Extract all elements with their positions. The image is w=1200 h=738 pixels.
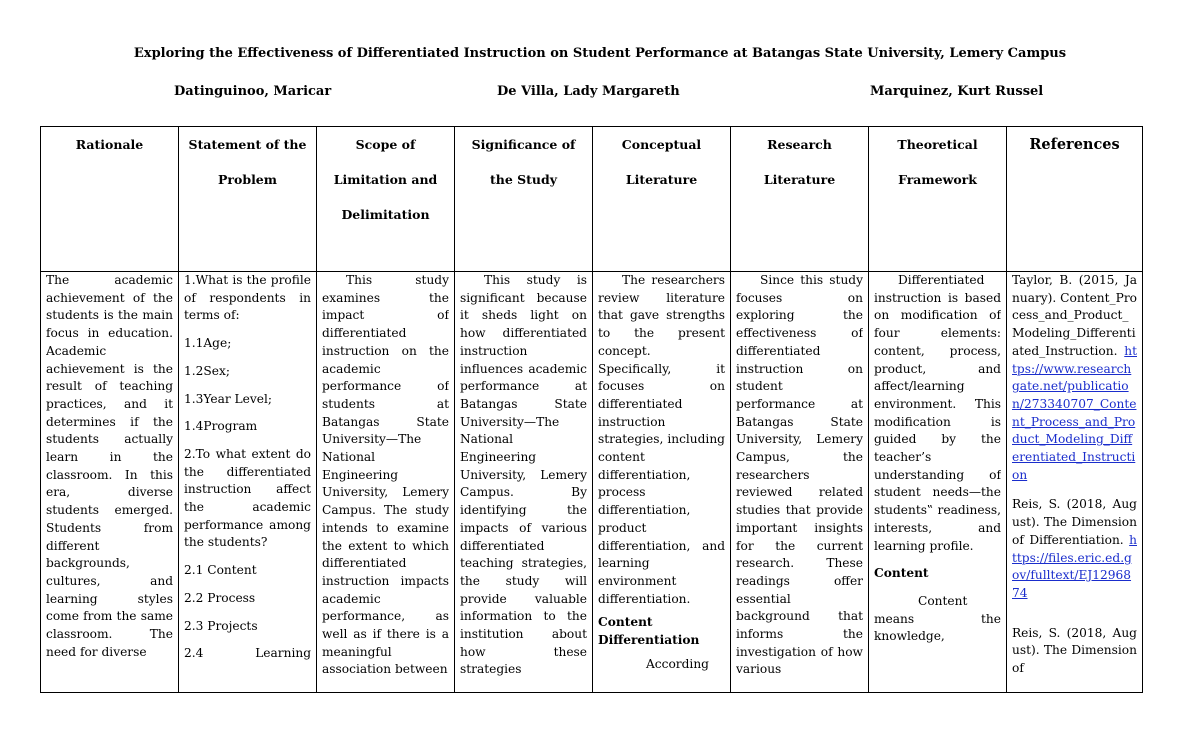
theoretical-text: Differentiated instruction is based on modification of four elements: content, process, product, and affect/learning environment. This modification is guided by the teacher’s understanding of student needs—the students‟ readiness, interests, and learning profile. — [874, 273, 1001, 553]
conceptual-continuation: According — [646, 656, 709, 671]
header-row — [41, 127, 1143, 272]
problem-item: 1.2Sex; — [184, 363, 230, 378]
problem-item: 2.3 Projects — [184, 618, 258, 633]
reference-item — [1012, 272, 1137, 484]
significance-cell — [455, 272, 593, 693]
scope-text: This study examines the impact of differentiated instruction on the academic performance of students at Batangas State University—The National Engineering University, Lemery Campus. The study intends to examine the extent to which differentiated instruction impacts academic performance, as well as if there is a meaningful association between — [322, 273, 449, 677]
reference-item — [1012, 625, 1137, 678]
header-conceptual-literature: Conceptual Literature — [593, 127, 731, 272]
reference-link[interactable]: https://www.researchgate.net/publication/273340707_Content_Process_and_Product_Modeling_Differentiated_Instruction — [1012, 343, 1137, 482]
document-title: Exploring the Effectiveness of Differentiated Instruction on Student Performance at Batangas State University, Lemery Campus — [133, 46, 1067, 61]
problem-item: 2.4 Learning — [184, 646, 311, 661]
theoretical-heading: Content — [874, 566, 929, 581]
author-2: De Villa, Lady Margareth — [497, 84, 680, 99]
problem-item: 1.1Age; — [184, 336, 232, 351]
header-research-literature: Research Literature — [731, 127, 869, 272]
header-theoretical-framework: Theoretical Framework — [869, 127, 1007, 272]
reference-citation: Reis, S. (2018, August). The Dimension of — [1012, 625, 1137, 676]
references-cell — [1007, 272, 1143, 693]
theoretical-content-text: Content means the knowledge, — [874, 593, 1001, 644]
problem-cell — [179, 272, 317, 693]
rationale-text: The academic achievement of the students is the main focus in education. Academic achievement is the result of teaching practices, and it determines if the students actually learn in the classroom. In this era, diverse students emerged. Students from different backgrounds, cultures, and learning styles come from the same classroom. The need for diverse — [46, 273, 173, 659]
conceptual-cell — [593, 272, 731, 693]
rationale-cell — [41, 272, 179, 693]
conceptual-text: The researchers review literature that gave strengths to the present concept. Specifically, it focuses on differentiated instruction strategies, including content differentiation, process differentiation, product differentiation, and learning environment differentiation. — [598, 273, 725, 606]
author-1: Datinguinoo, Maricar — [174, 84, 332, 99]
research-text: Since this study focuses on exploring the effectiveness of differentiated instruction on student performance at Batangas State University, Lemery Campus, the researchers reviewed related studies that provide important insights for the current research. These readings offer essential background that informs the investigation of how various — [736, 273, 863, 677]
research-cell — [731, 272, 869, 693]
theoretical-cell — [869, 272, 1007, 693]
problem-question-1: 1.What is the profile of respondents in terms of: — [184, 273, 311, 323]
problem-question-2: 2.To what extent do the differentiated instruction affect the academic performance among the students? — [184, 446, 311, 550]
header-significance: Significance of the Study — [455, 127, 593, 272]
reference-item — [1012, 496, 1137, 602]
header-scope: Scope of Limitation and Delimitation — [317, 127, 455, 272]
research-matrix-table — [40, 126, 1143, 693]
reference-link[interactable]: https://files.eric.ed.gov/fulltext/EJ1296874 — [1012, 532, 1137, 600]
body-row — [41, 272, 1143, 693]
conceptual-heading: Content Differentiation — [598, 615, 700, 648]
author-3: Marquinez, Kurt Russel — [870, 84, 1044, 99]
scope-cell — [317, 272, 455, 693]
significance-text: This study is significant because it sheds light on how differentiated instruction influences academic performance at Batangas State University—The National Engineering University, Lemery Campus. By identifying the impacts of various differentiated teaching strategies, the study will provide valuable information to the institution about how these strategies — [460, 273, 587, 677]
problem-item: 1.3Year Level; — [184, 391, 272, 406]
problem-item: 1.4Program — [184, 419, 258, 434]
header-statement-of-problem: Statement of the Problem — [179, 127, 317, 272]
reference-citation: Reis, S. (2018, August). The Dimension of Differentiation. — [1012, 497, 1137, 547]
header-references: References — [1007, 127, 1143, 272]
problem-item: 2.1 Content — [184, 563, 257, 578]
header-rationale: Rationale — [41, 127, 179, 272]
reference-citation: Taylor, B. (2015, January). Content_Process_and_Product_Modeling_Differentiated_Instruction. — [1012, 273, 1137, 358]
problem-item: 2.2 Process — [184, 590, 256, 605]
